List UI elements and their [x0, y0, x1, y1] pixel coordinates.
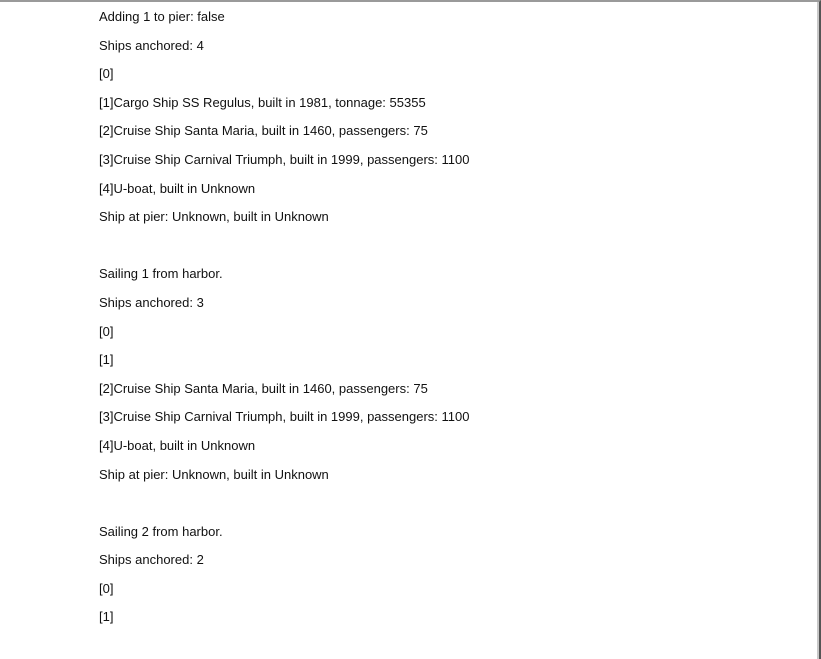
- text-line: Ships anchored: 4: [99, 37, 204, 53]
- text-line: Ships anchored: 2: [99, 552, 204, 568]
- text-line: [3]Cruise Ship Carnival Triumph, built in 1999, passengers: 1100: [99, 409, 470, 425]
- blank-line: [99, 236, 799, 265]
- text-line: Ship at pier: Unknown, built in Unknown: [99, 209, 329, 225]
- text-line: [1]: [99, 352, 114, 368]
- text-line: Ships anchored: 3: [99, 294, 204, 310]
- text-line: [0]: [99, 66, 114, 82]
- text-line: [4]U-boat, built in Unknown: [99, 437, 256, 453]
- text-line: [3]Cruise Ship Carnival Triumph, built in 1999, passengers: 1100: [99, 151, 470, 167]
- text-line: Sailing 2 from harbor.: [99, 523, 223, 539]
- text-line: Sailing 1 from harbor.: [99, 266, 223, 282]
- text-line: [0]: [99, 580, 114, 596]
- text-line: Adding 1 to pier: false: [99, 9, 225, 24]
- text-line: [2]Cruise Ship Santa Maria, built in 1460, passengers: 75: [99, 123, 428, 139]
- text-line: Ship at pier: Unknown, built in Unknown: [99, 466, 329, 482]
- text-line: [4]U-boat, built in Unknown: [99, 180, 256, 196]
- text-line: [2]Cruise Ship Santa Maria, built in 1460, passengers: 75: [99, 380, 428, 396]
- text-line: [1]Cargo Ship SS Regulus, built in 1981, tonnage: 55355: [99, 94, 426, 110]
- text-line: [0]: [99, 323, 114, 339]
- document-text: [99, 7, 799, 636]
- blank-line: [99, 493, 799, 522]
- text-line: [1]: [99, 609, 114, 625]
